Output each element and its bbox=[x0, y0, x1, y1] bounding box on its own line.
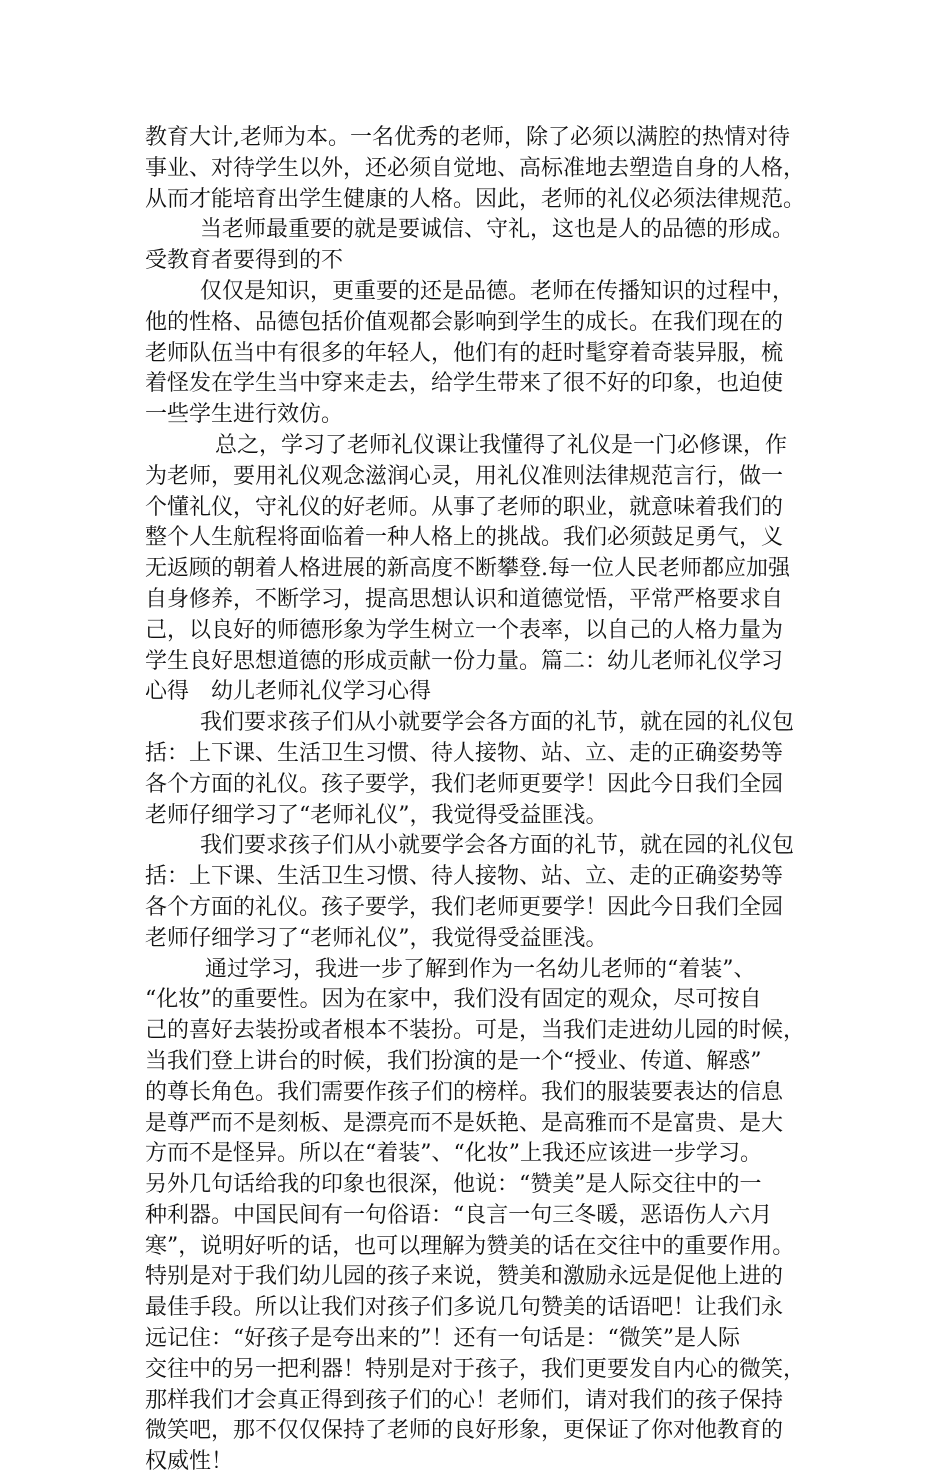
text-line: 老师仔细学习了“老师礼仪”，我觉得受益匪浅。 bbox=[145, 802, 608, 828]
text-line: 一些学生进行效仿。 bbox=[145, 402, 344, 428]
text-line: 寒”，说明好听的话，也可以理解为赞美的话在交往中的重要作用。 bbox=[145, 1233, 795, 1259]
text-line: 总之，学习了老师礼仪课让我懂得了礼仪是一门必修课，作 bbox=[215, 432, 788, 458]
text-line: 各个方面的礼仪。孩子要学，我们老师更要学！因此今日我们全园 bbox=[145, 894, 784, 920]
text-line: 教育大计,老师为本。一名优秀的老师，除了必须以满腔的热情对待 bbox=[145, 125, 790, 150]
text-line: 我们要求孩子们从小就要学会各方面的礼节，就在园的礼仪包 bbox=[200, 833, 795, 859]
text-line: 个懂礼仪，守礼仪的好老师。从事了老师的职业，就意味着我们的 bbox=[145, 494, 784, 520]
text-line: 事业、对待学生以外，还必须自觉地、高标准地去塑造自身的人格， bbox=[145, 155, 806, 181]
text-line: 交往中的另一把利器！特别是对于孩子，我们更要发自内心的微笑， bbox=[145, 1356, 806, 1382]
text-line: 括：上下课、生活卫生习惯、待人接物、站、立、走的正确姿势等 bbox=[145, 864, 784, 890]
text-line: 微笑吧，那不仅仅保持了老师的良好形象，更保证了你对他教育的 bbox=[145, 1418, 784, 1444]
text-line: 当老师最重要的就是要诚信、守礼，这也是人的品德的形成。 bbox=[200, 217, 795, 243]
text-line: 方而不是怪异。所以在“着装”、“化妆”上我还应该进一步学习。 bbox=[145, 1141, 762, 1167]
document-body bbox=[145, 123, 810, 1478]
text-line: 己的喜好去装扮或者根本不装扮。可是，当我们走进幼儿园的时候， bbox=[145, 1018, 806, 1044]
text-line: 从而才能培育出学生健康的人格。因此，老师的礼仪必须法律规范。 bbox=[145, 186, 806, 212]
text-line: 着怪发在学生当中穿来走去，给学生带来了很不好的印象，也迫使 bbox=[145, 371, 784, 397]
text-line: 另外几句话给我的印象也很深，他说：“赞美”是人际交往中的一 bbox=[145, 1172, 762, 1198]
text-line: 那样我们才会真正得到孩子们的心！老师们，请对我们的孩子保持 bbox=[145, 1387, 784, 1413]
text-line: 括：上下课、生活卫生习惯、待人接物、站、立、走的正确姿势等 bbox=[145, 740, 784, 766]
text-line: 老师队伍当中有很多的年轻人，他们有的赶时髦穿着奇装异服，梳 bbox=[145, 340, 784, 366]
text-line: 权威性！ bbox=[145, 1449, 234, 1475]
text-line: 心得 幼儿老师礼仪学习心得 bbox=[145, 679, 432, 705]
text-line: 通过学习，我进一步了解到作为一名幼儿老师的“着装”、 bbox=[205, 956, 756, 982]
text-line: 老师仔细学习了“老师礼仪”，我觉得受益匪浅。 bbox=[145, 925, 608, 951]
text-line: 种利器。中国民间有一句俗语：“良言一句三冬暖，恶语伤人六月 bbox=[145, 1202, 773, 1228]
text-line: 仅仅是知识，更重要的还是品德。老师在传播知识的过程中， bbox=[200, 278, 795, 304]
text-line: 特别是对于我们幼儿园的孩子来说，赞美和激励永远是促他上进的 bbox=[145, 1264, 784, 1290]
text-line: 远记住：“好孩子是夸出来的”！还有一句话是：“微笑”是人际 bbox=[145, 1326, 740, 1352]
text-line: 我们要求孩子们从小就要学会各方面的礼节，就在园的礼仪包 bbox=[200, 710, 795, 736]
text-line: 己，以良好的师德形象为学生树立一个表率，以自己的人格力量为 bbox=[145, 617, 784, 643]
text-line: “化妆”的重要性。因为在家中，我们没有固定的观众，尽可按自 bbox=[145, 987, 762, 1013]
text-line: 受教育者要得到的不 bbox=[145, 248, 344, 274]
text-line: 的尊长角色。我们需要作孩子们的榜样。我们的服装要表达的信息 bbox=[145, 1079, 784, 1105]
text-line: 是尊严而不是刻板、是漂亮而不是妖艳、是高雅而不是富贵、是大 bbox=[145, 1110, 784, 1136]
text-line: 自身修养，不断学习，提高思想认识和道德觉悟，平常严格要求自 bbox=[145, 586, 784, 612]
text-line: 各个方面的礼仪。孩子要学，我们老师更要学！因此今日我们全园 bbox=[145, 771, 784, 797]
text-line: 整个人生航程将面临着一种人格上的挑战。我们必须鼓足勇气，义 bbox=[145, 525, 784, 551]
text-line: 学生良好思想道德的形成贡献一份力量。篇二：幼儿老师礼仪学习 bbox=[145, 648, 784, 674]
text-line: 为老师，要用礼仪观念滋润心灵，用礼仪准则法律规范言行，做一 bbox=[145, 463, 784, 489]
text-line: 最佳手段。所以让我们对孩子们多说几句赞美的话语吧！让我们永 bbox=[145, 1295, 784, 1321]
text-line: 无返顾的朝着人格进展的新高度不断攀登.每一位人民老师都应加强 bbox=[145, 556, 790, 582]
text-line: 当我们登上讲台的时候，我们扮演的是一个“授业、传道、解惑” bbox=[145, 1048, 762, 1074]
text-line: 他的性格、品德包括价值观都会影响到学生的成长。在我们现在的 bbox=[145, 309, 784, 335]
